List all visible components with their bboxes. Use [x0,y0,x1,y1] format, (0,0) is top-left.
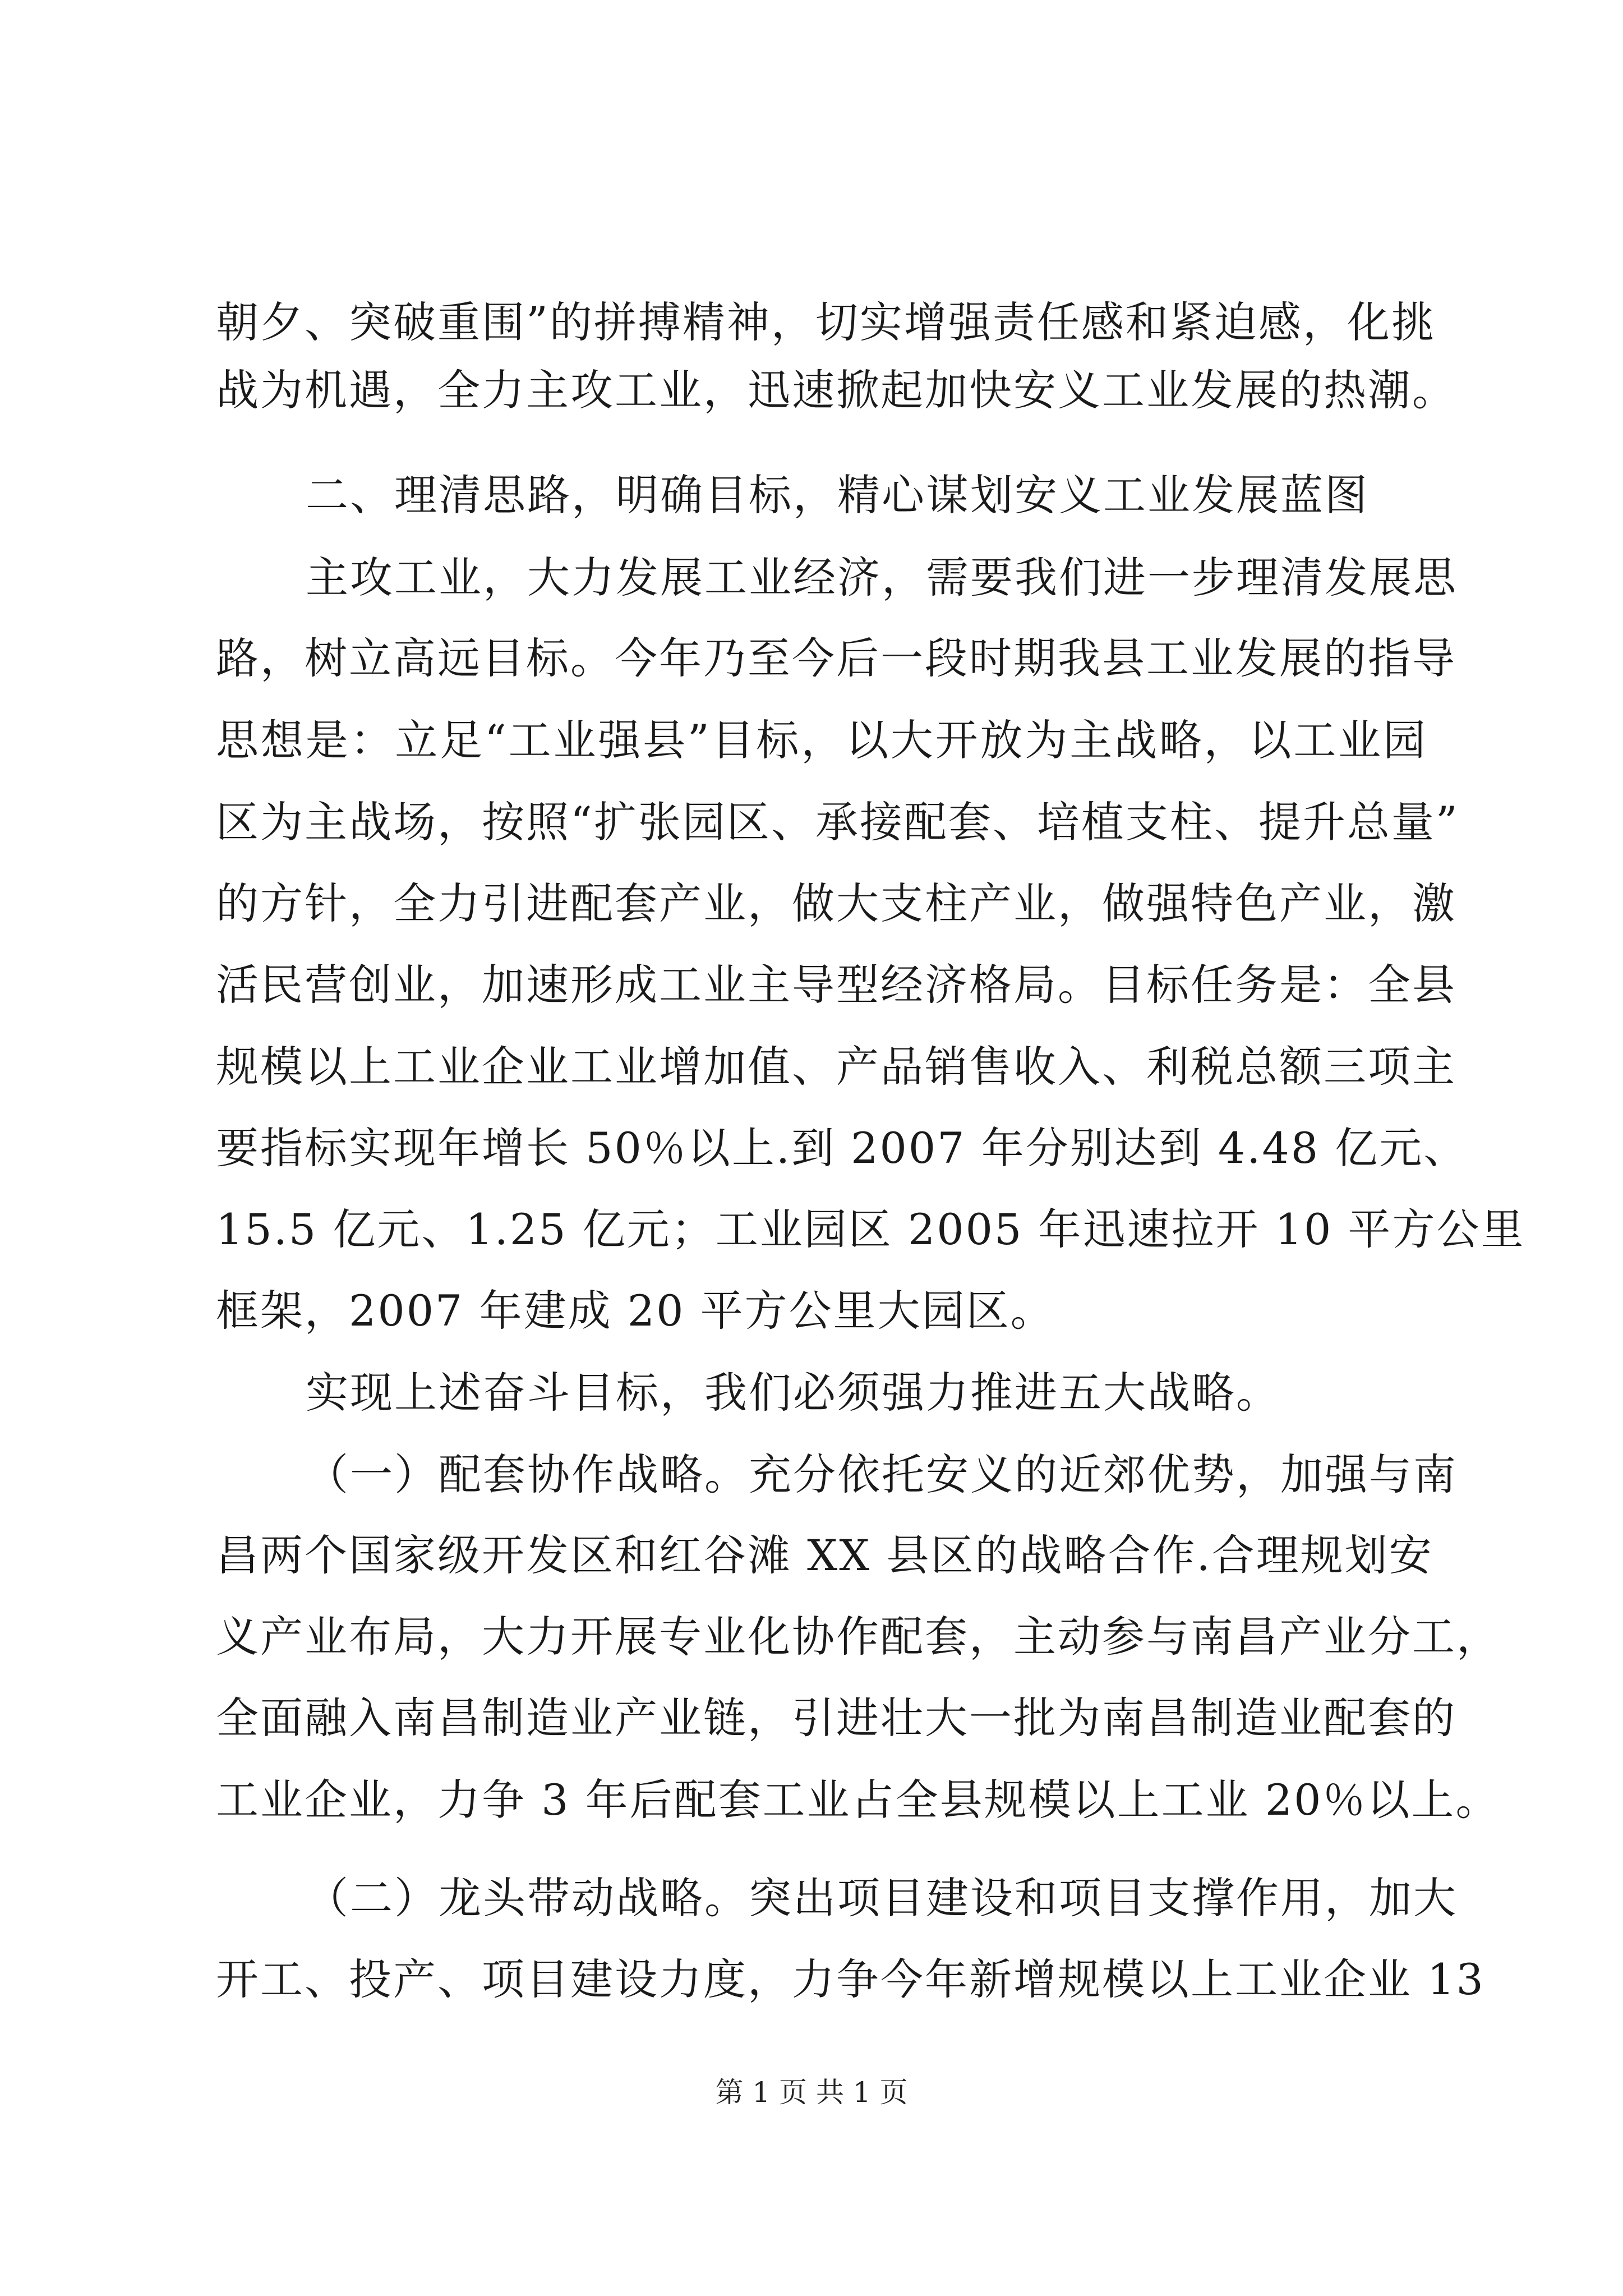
text-line: 主攻工业，大力发展工业经济，需要我们进一步理清发展思 [306,553,1458,602]
text-line: 路，树立高远目标。今年乃至今后一段时期我县工业发展的指导 [216,633,1456,683]
section-heading: 二、理清思路，明确目标，精心谋划安义工业发展蓝图 [306,470,1369,520]
text-line: 活民营创业，加速形成工业主导型经济格局。目标任务是：全县 [216,960,1456,1010]
text-line: 朝夕、突破重围”的拼搏精神，切实增强责任感和紧迫感，化挑 [216,297,1436,347]
text-line: （一）配套协作战略。充分依托安义的近郊优势，加强与南 [306,1450,1458,1499]
text-line: 义产业布局，大力开展专业化协作配套，主动参与南昌产业分工， [216,1612,1501,1662]
text-line: 15.5 亿元、1.25 亿元；工业园区 2005 年迅速拉开 10 平方公里 [216,1204,1525,1254]
text-line: 区为主战场，按照“扩张园区、承接配套、培植支柱、提升总量” [216,797,1459,847]
text-line: 昌两个国家级开发区和红谷滩 XX 县区的战略合作.合理规划安 [216,1530,1433,1580]
text-line: 全面融入南昌制造业产业链，引进壮大一批为南昌制造业配套的 [216,1693,1456,1743]
text-line: 思想是：立足“工业强县”目标，以大开放为主战略，以工业园 [216,715,1427,765]
text-line: 要指标实现年增长 50％以上.到 2007 年分别达到 4.48 亿元、 [216,1123,1468,1173]
text-line: 的方针，全力引进配套产业，做大支柱产业，做强特色产业，激 [216,878,1456,928]
text-line: 工业企业，力争 3 年后配套工业占全县规模以上工业 20％以上。 [216,1775,1500,1825]
text-line: 框架，2007 年建成 20 平方公里大园区。 [216,1286,1055,1336]
text-line: （二）龙头带动战略。突出项目建设和项目支撑作用，加大 [306,1873,1458,1923]
text-line: 规模以上工业企业工业增加值、产品销售收入、利税总额三项主 [216,1042,1456,1092]
text-line: 实现上述奋斗目标，我们必须强力推进五大战略。 [306,1368,1280,1418]
text-line: 开工、投产、项目建设力度，力争今年新增规模以上工业企业 13 [216,1954,1485,2004]
page-number-footer: 第 1 页 共 1 页 [715,2076,908,2109]
text-line: 战为机遇，全力主攻工业，迅速掀起加快安义工业发展的热潮。 [216,365,1456,415]
